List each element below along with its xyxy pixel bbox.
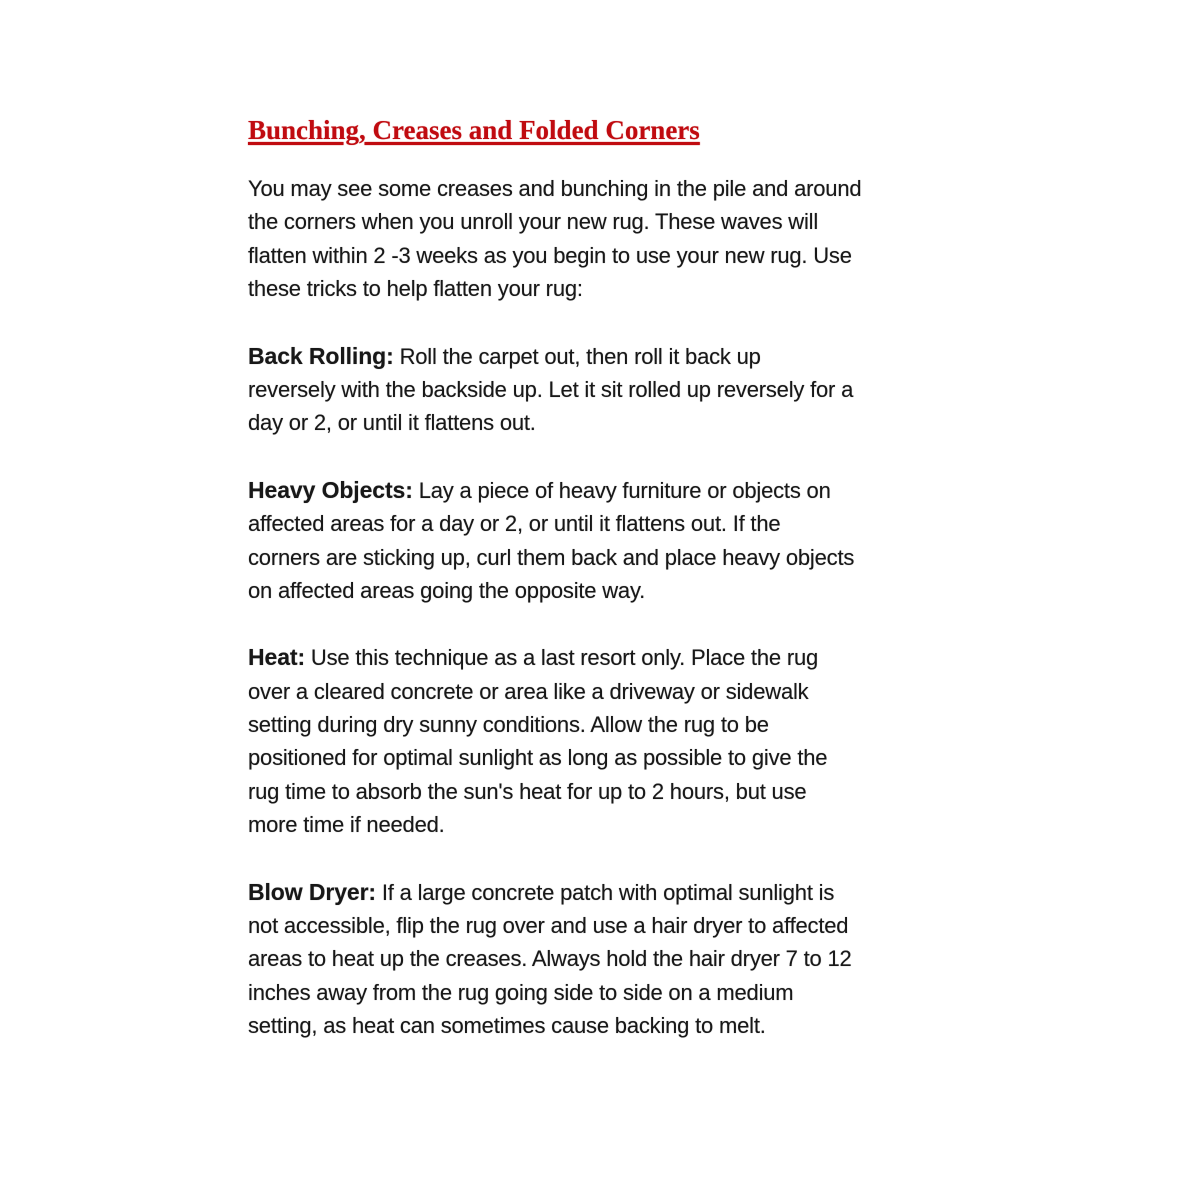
section-lead-rest: Lay a piece of heavy furniture or objects on bbox=[412, 477, 831, 503]
section-lead: Heavy Objects: bbox=[248, 476, 413, 503]
section-lead-rest: Roll the carpet out, then roll it back up bbox=[393, 343, 761, 369]
intro-paragraph bbox=[248, 172, 960, 306]
text-line: You may see some creases and bunching in the pile and around bbox=[248, 176, 862, 201]
text-line: setting during dry sunny conditions. Allow the rug to be bbox=[248, 712, 769, 738]
section-blow-dryer bbox=[248, 876, 960, 1043]
page-title: Bunching, Creases and Folded Corners bbox=[248, 115, 700, 145]
text-line: inches away from the rug going side to side on a medium bbox=[248, 979, 794, 1005]
text-line: areas to heat up the creases. Always hold the hair dryer 7 to 12 bbox=[248, 946, 852, 972]
text-line: rug time to absorb the sun's heat for up to 2 hours, but use bbox=[248, 778, 807, 804]
section-lead: Blow Dryer: bbox=[248, 878, 376, 905]
text-line: affected areas for a day or 2, or until it flattens out. If the bbox=[248, 511, 781, 537]
section-heavy-objects bbox=[248, 474, 960, 608]
section-lead: Back Rolling: bbox=[248, 342, 394, 369]
text-line bbox=[248, 641, 960, 674]
text-line: over a cleared concrete or area like a driveway or sidewalk bbox=[248, 678, 809, 704]
text-line bbox=[248, 340, 960, 373]
section-lead: Heat: bbox=[248, 644, 306, 671]
section-heat bbox=[248, 641, 960, 841]
text-line: on affected areas going the opposite way. bbox=[248, 577, 646, 603]
text-line: the corners when you unroll your new rug. These waves will bbox=[248, 209, 819, 235]
text-line: these tricks to help flatten your rug: bbox=[248, 276, 583, 302]
text-line: positioned for optimal sunlight as long as possible to give the bbox=[248, 745, 828, 771]
text-line: flatten within 2 -3 weeks as you begin to use your new rug. Use bbox=[248, 242, 852, 268]
section-lead-rest: Use this technique as a last resort only. Place the rug bbox=[305, 645, 819, 671]
text-line: day or 2, or until it flattens out. bbox=[248, 410, 536, 436]
text-line: more time if needed. bbox=[248, 812, 445, 838]
text-line bbox=[248, 876, 960, 909]
text-line bbox=[248, 474, 960, 507]
section-back-rolling bbox=[248, 340, 960, 440]
section-lead-rest: If a large concrete patch with optimal sunlight is bbox=[375, 879, 835, 905]
text-line: reversely with the backside up. Let it sit rolled up reversely for a bbox=[248, 376, 854, 402]
text-line: corners are sticking up, curl them back and place heavy objects bbox=[248, 544, 855, 570]
document-page bbox=[248, 115, 960, 1043]
text-line: not accessible, flip the rug over and use a hair dryer to affected bbox=[248, 913, 849, 939]
text-line: setting, as heat can sometimes cause backing to melt. bbox=[248, 1013, 766, 1039]
